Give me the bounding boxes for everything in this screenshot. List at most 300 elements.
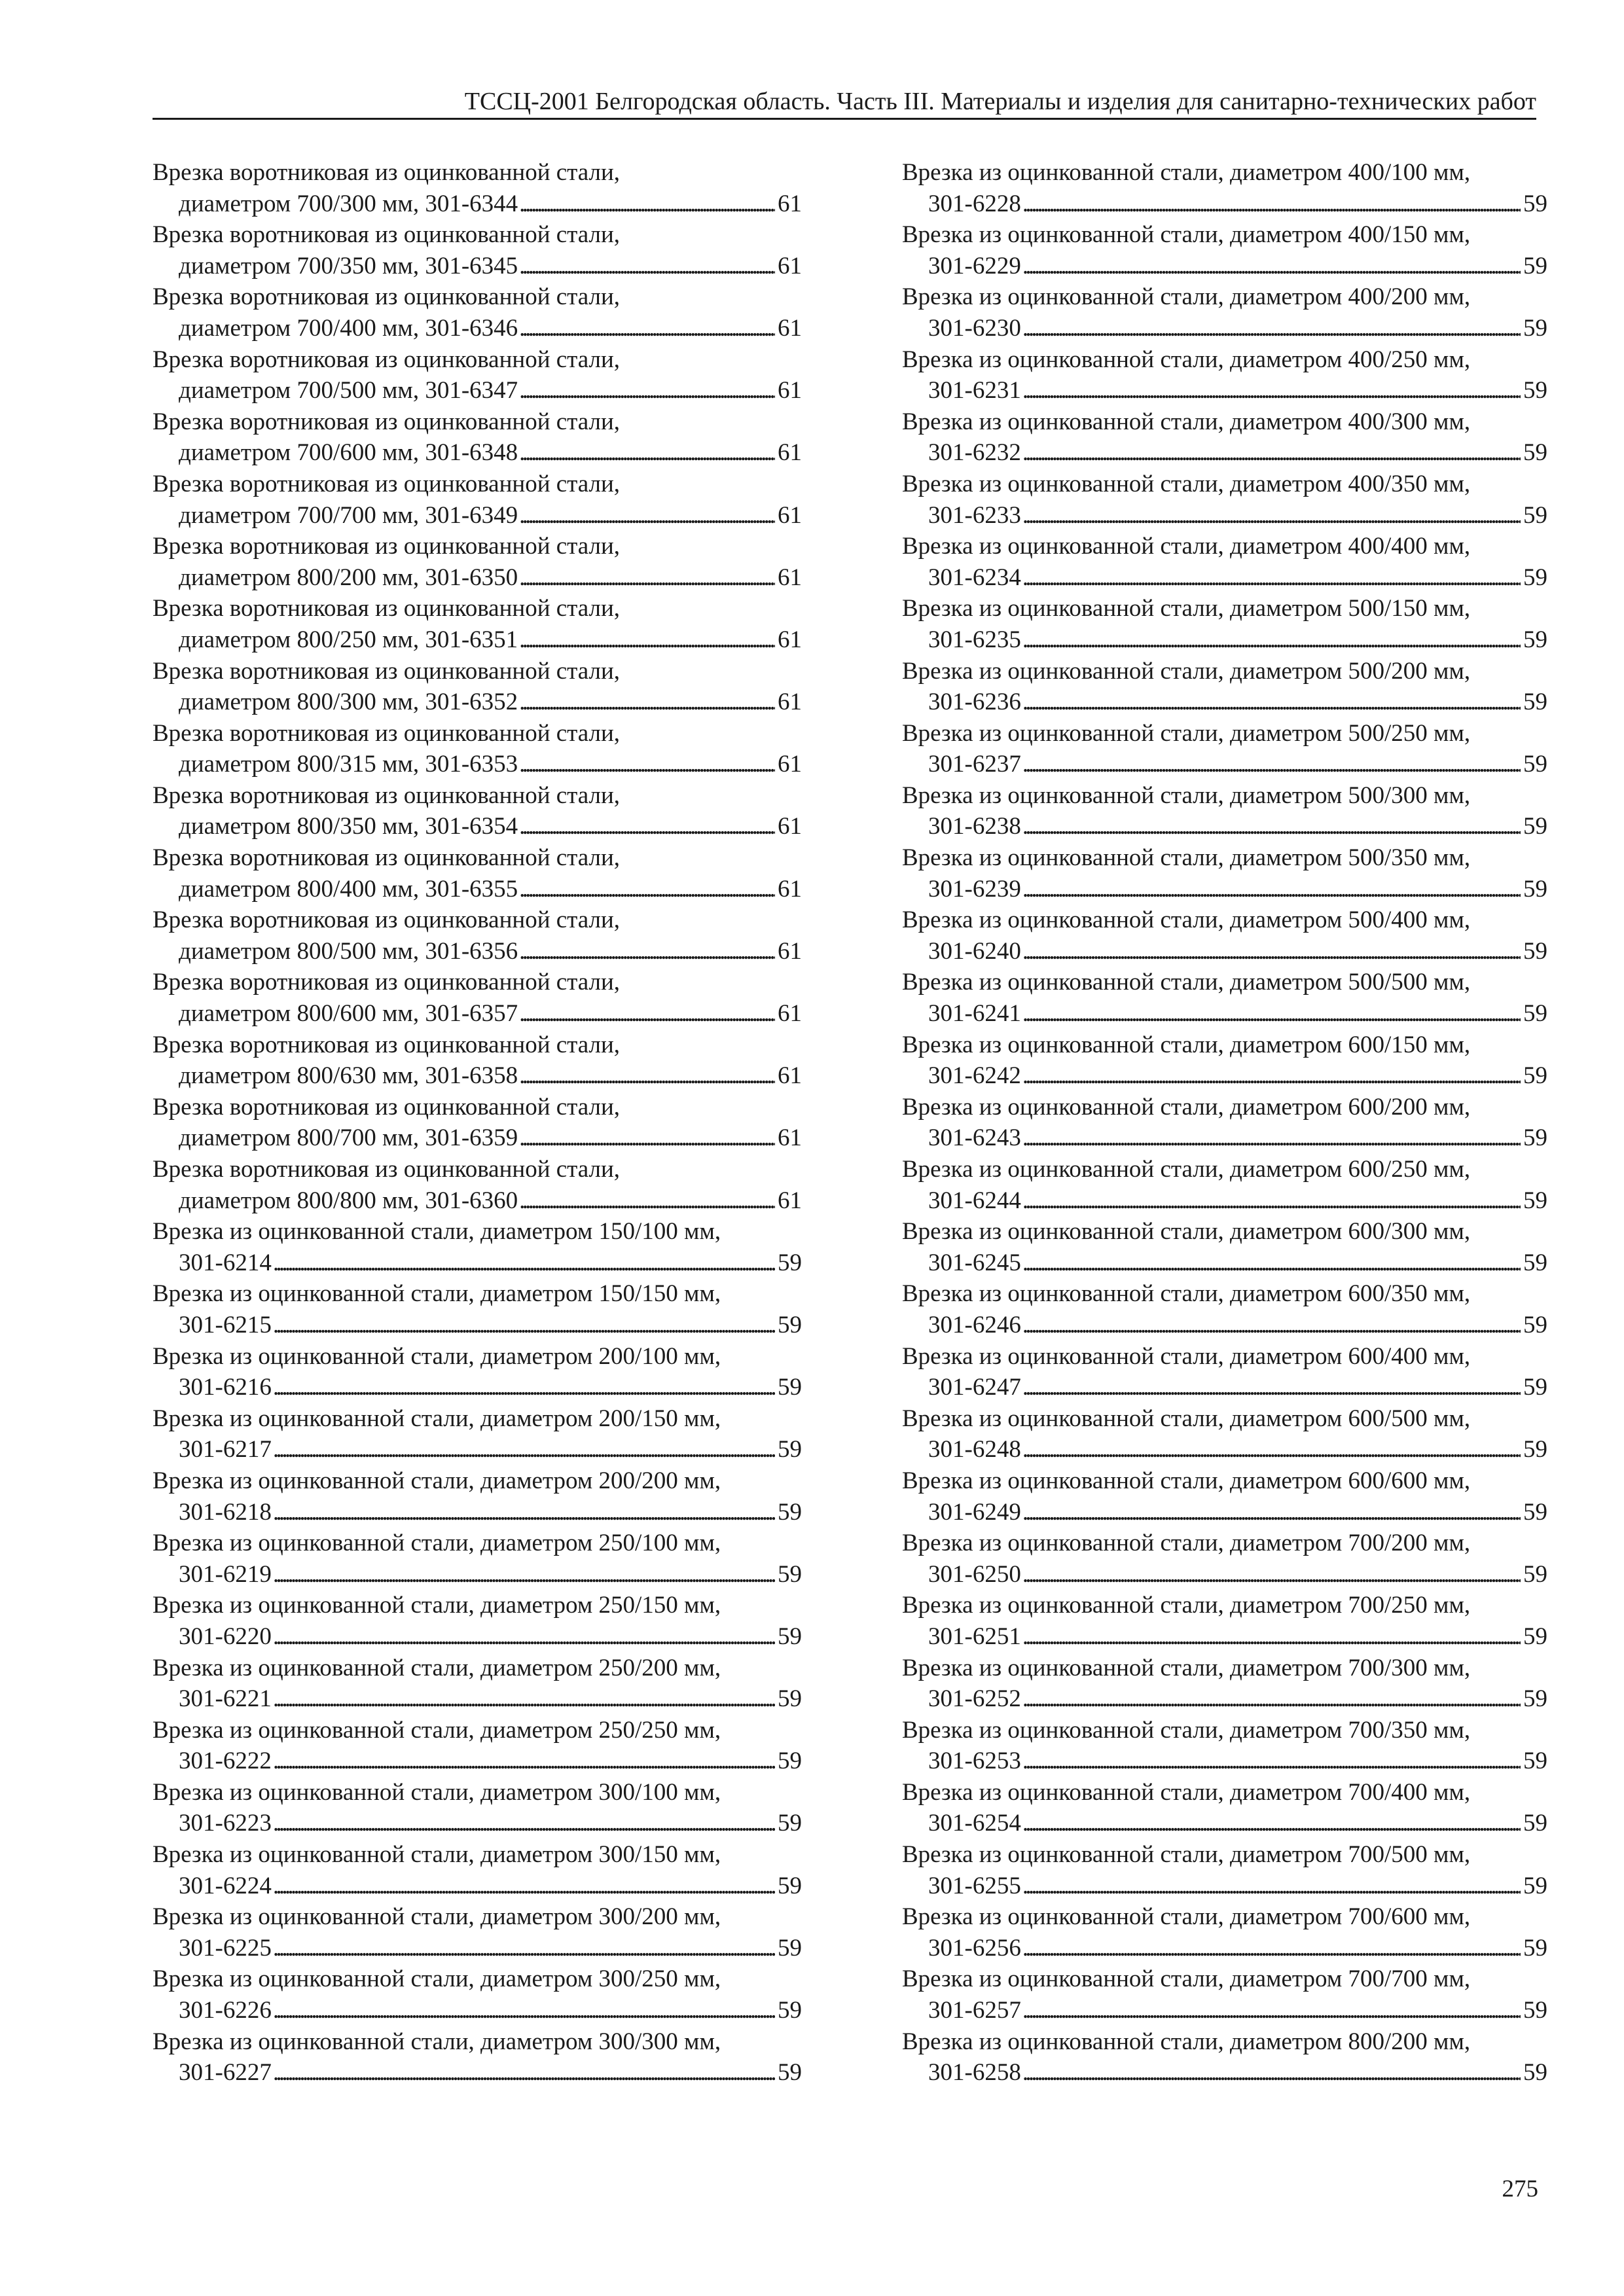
index-entry-title: Врезка воротниковая из оцинкованной стали, xyxy=(153,1031,621,1058)
index-entry-code: 301-6250 xyxy=(928,1560,1021,1588)
index-entry xyxy=(153,1341,802,1403)
index-entry-code: диаметром 800/600 мм, 301-6357 xyxy=(179,1000,518,1028)
dot-leader xyxy=(273,1683,775,1715)
index-entry-code: 301-6225 xyxy=(179,1934,272,1962)
index-entry-title: Врезка из оцинкованной стали, диаметром 700/300 мм, xyxy=(902,1654,1471,1681)
index-entry-page: 61 xyxy=(778,1124,802,1152)
index-entry-page: 59 xyxy=(1523,937,1547,965)
index-entry-page: 59 xyxy=(1523,564,1547,591)
index-entry-code: 301-6218 xyxy=(179,1498,272,1526)
index-entry xyxy=(902,1216,1547,1278)
index-entry-detail-line xyxy=(153,1621,802,1653)
index-entry-code: 301-6220 xyxy=(179,1623,272,1650)
dot-leader xyxy=(519,998,775,1030)
index-entry-code: 301-6255 xyxy=(928,1872,1021,1899)
index-entry xyxy=(902,1278,1547,1340)
index-entry-page: 61 xyxy=(778,751,802,778)
dot-leader xyxy=(1022,1497,1521,1528)
index-entry-title: Врезка воротниковая из оцинкованной стали, xyxy=(153,470,621,497)
index-entry xyxy=(153,219,802,281)
index-entry-title: Врезка из оцинкованной стали, диаметром 400/400 мм, xyxy=(902,533,1471,560)
index-entry-page: 61 xyxy=(778,689,802,716)
index-entry-page: 59 xyxy=(1523,813,1547,840)
dot-leader xyxy=(519,1122,775,1154)
index-entry-title: Врезка из оцинкованной стали, диаметром 150/150 мм, xyxy=(153,1280,721,1308)
index-entry xyxy=(902,281,1547,344)
dot-leader xyxy=(519,1060,775,1092)
dot-leader xyxy=(1022,188,1521,220)
index-entry-code: 301-6224 xyxy=(179,1872,272,1899)
index-entry-page: 59 xyxy=(1523,1934,1547,1962)
dot-leader xyxy=(1022,1559,1521,1590)
index-entry-detail-line xyxy=(153,1683,802,1715)
index-entry-page: 59 xyxy=(1523,1187,1547,1214)
dot-leader xyxy=(1022,251,1521,282)
dot-leader xyxy=(519,500,775,531)
index-entry-title: Врезка из оцинкованной стали, диаметром 700/350 мм, xyxy=(902,1716,1471,1744)
page-number: 275 xyxy=(1502,2176,1538,2202)
index-entry-title: Врезка из оцинкованной стали, диаметром 400/100 мм, xyxy=(902,159,1471,186)
index-entry-title: Врезка воротниковая из оцинкованной стали, xyxy=(153,346,621,373)
index-entry-page: 59 xyxy=(778,1748,802,1775)
index-entry-title: Врезка воротниковая из оцинкованной стали, xyxy=(153,969,621,996)
index-entry-title: Врезка из оцинкованной стали, диаметром 700/600 мм, xyxy=(902,1903,1471,1931)
index-entry-page: 61 xyxy=(778,626,802,653)
index-entry xyxy=(902,1777,1547,1839)
index-entry-page: 59 xyxy=(1523,1872,1547,1899)
index-entry-code: 301-6254 xyxy=(928,1810,1021,1837)
index-entry-page: 59 xyxy=(778,2059,802,2087)
dot-leader xyxy=(1022,437,1521,469)
index-entry-title: Врезка из оцинкованной стали, диаметром 400/250 мм, xyxy=(902,346,1471,373)
index-entry-page: 59 xyxy=(778,1560,802,1588)
index-entry-title: Врезка из оцинкованной стали, диаметром 500/300 мм, xyxy=(902,781,1471,809)
index-entry-page: 61 xyxy=(778,813,802,840)
index-entry-code: 301-6219 xyxy=(179,1560,272,1588)
index-entry xyxy=(902,344,1547,406)
index-entry-detail-line xyxy=(153,2057,802,2089)
dot-leader xyxy=(1022,313,1521,344)
index-entry xyxy=(153,967,802,1029)
index-entry-title: Врезка из оцинкованной стали, диаметром 500/150 мм, xyxy=(902,595,1471,622)
index-entry-detail-line xyxy=(902,998,1547,1030)
index-entry xyxy=(902,531,1547,593)
index-entry-code: диаметром 800/300 мм, 301-6352 xyxy=(179,689,518,716)
index-entry-code: 301-6244 xyxy=(928,1187,1021,1214)
index-entry-detail-line xyxy=(153,936,802,967)
index-entry-title: Врезка из оцинкованной стали, диаметром 500/400 мм, xyxy=(902,906,1471,934)
dot-leader xyxy=(519,188,775,220)
header-rule xyxy=(153,118,1536,120)
index-entry-detail-line xyxy=(153,749,802,780)
index-entry-title: Врезка из оцинкованной стали, диаметром 200/150 мм, xyxy=(153,1405,721,1432)
index-entry xyxy=(153,1216,802,1278)
index-entry-detail-line xyxy=(153,1933,802,1964)
index-entry-title: Врезка воротниковая из оцинкованной стали, xyxy=(153,595,621,622)
index-entry-detail-line xyxy=(153,562,802,594)
index-entry-page: 59 xyxy=(1523,1810,1547,1837)
index-entry-code: 301-6229 xyxy=(928,252,1021,279)
index-entry-code: 301-6230 xyxy=(928,314,1021,342)
index-entry xyxy=(153,656,802,718)
index-entry-title: Врезка из оцинкованной стали, диаметром 800/200 мм, xyxy=(902,2028,1471,2055)
index-entry-title: Врезка из оцинкованной стали, диаметром 700/250 мм, xyxy=(902,1592,1471,1619)
index-entry-title: Врезка воротниковая из оцинкованной стали, xyxy=(153,1156,621,1183)
index-entry xyxy=(902,1715,1547,1777)
index-entry-page: 59 xyxy=(778,1810,802,1837)
index-entry-code: 301-6232 xyxy=(928,439,1021,467)
index-entry-code: 301-6241 xyxy=(928,1000,1021,1028)
index-entry xyxy=(153,1715,802,1777)
dot-leader xyxy=(1022,562,1521,594)
index-entry-title: Врезка из оцинкованной стали, диаметром 400/200 мм, xyxy=(902,283,1471,311)
dot-leader xyxy=(1022,1746,1521,1777)
index-entry xyxy=(902,1528,1547,1590)
index-entry xyxy=(153,406,802,469)
index-entry-detail-line xyxy=(153,1995,802,2026)
index-entry-page: 59 xyxy=(1523,689,1547,716)
index-entry-page: 59 xyxy=(1523,1311,1547,1338)
dot-leader xyxy=(1022,1933,1521,1964)
index-entry-title: Врезка из оцинкованной стали, диаметром 600/150 мм, xyxy=(902,1031,1471,1058)
index-entry-code: 301-6216 xyxy=(179,1374,272,1401)
index-entry-title: Врезка воротниковая из оцинкованной стали, xyxy=(153,1093,621,1121)
index-entry-page: 59 xyxy=(778,1498,802,1526)
index-entry-code: диаметром 800/250 мм, 301-6351 xyxy=(179,626,518,653)
index-entry-code: 301-6240 xyxy=(928,937,1021,965)
index-entry-page: 59 xyxy=(778,1934,802,1962)
index-entry-title: Врезка из оцинкованной стали, диаметром 400/150 мм, xyxy=(902,221,1471,249)
index-entry xyxy=(153,1154,802,1216)
index-entry-detail-line xyxy=(902,1310,1547,1341)
index-entry-page: 59 xyxy=(1523,377,1547,404)
index-entry-code: диаметром 800/400 мм, 301-6355 xyxy=(179,875,518,903)
index-entry xyxy=(153,1590,802,1652)
index-entry-title: Врезка из оцинкованной стали, диаметром 250/200 мм, xyxy=(153,1654,721,1681)
index-entry xyxy=(902,1839,1547,1901)
index-entry-detail-line xyxy=(902,1060,1547,1092)
index-entry-code: 301-6227 xyxy=(179,2059,272,2087)
index-entry-page: 59 xyxy=(1523,2059,1547,2087)
index-entry-code: 301-6236 xyxy=(928,689,1021,716)
index-entry xyxy=(902,656,1547,718)
index-entry xyxy=(153,531,802,593)
index-entry xyxy=(902,593,1547,655)
index-entry-code: 301-6245 xyxy=(928,1249,1021,1276)
dot-leader xyxy=(1022,1434,1521,1465)
dot-leader xyxy=(273,1621,775,1653)
dot-leader xyxy=(1022,811,1521,842)
index-entry-title: Врезка из оцинкованной стали, диаметром 600/250 мм, xyxy=(902,1156,1471,1183)
index-entry xyxy=(153,842,802,905)
index-entry-title: Врезка из оцинкованной стали, диаметром 600/500 мм, xyxy=(902,1405,1471,1432)
index-entry-detail-line xyxy=(902,1185,1547,1217)
index-entry xyxy=(153,1403,802,1465)
dot-leader xyxy=(519,1185,775,1217)
index-entry-code: 301-6228 xyxy=(928,190,1021,217)
index-column-left xyxy=(153,157,802,2089)
index-entry-title: Врезка из оцинкованной стали, диаметром 600/600 мм, xyxy=(902,1467,1471,1494)
index-entry-page: 59 xyxy=(1523,751,1547,778)
index-entry-title: Врезка воротниковая из оцинкованной стали, xyxy=(153,781,621,809)
index-entry-code: 301-6247 xyxy=(928,1374,1021,1401)
index-entry-page: 59 xyxy=(1523,626,1547,653)
index-entry-code: диаметром 700/500 мм, 301-6347 xyxy=(179,377,518,404)
dot-leader xyxy=(1022,1372,1521,1403)
index-entry xyxy=(153,1839,802,1901)
index-entry xyxy=(153,780,802,842)
index-entry-page: 59 xyxy=(778,1436,802,1463)
index-entry-title: Врезка из оцинкованной стали, диаметром 250/100 мм, xyxy=(153,1530,721,1557)
index-entry-code: 301-6226 xyxy=(179,1997,272,2024)
index-entry-title: Врезка воротниковая из оцинкованной стали, xyxy=(153,221,621,249)
index-entry-title: Врезка из оцинкованной стали, диаметром 200/100 мм, xyxy=(153,1342,721,1370)
index-entry-title: Врезка из оцинкованной стали, диаметром 600/350 мм, xyxy=(902,1280,1471,1308)
index-entry-detail-line xyxy=(902,1746,1547,1777)
index-entry-code: диаметром 800/500 мм, 301-6356 xyxy=(179,937,518,965)
index-entry-page: 59 xyxy=(1523,314,1547,342)
dot-leader xyxy=(273,1746,775,1777)
index-entry xyxy=(153,1278,802,1340)
index-entry-detail-line xyxy=(153,1122,802,1154)
index-entry-detail-line xyxy=(902,1995,1547,2026)
index-entry-detail-line xyxy=(153,1808,802,1839)
index-entry-title: Врезка из оцинкованной стали, диаметром 700/400 мм, xyxy=(902,1778,1471,1806)
dot-leader xyxy=(1022,936,1521,967)
index-entry-detail-line xyxy=(902,936,1547,967)
index-entry-detail-line xyxy=(153,251,802,282)
index-entry xyxy=(902,1465,1547,1528)
index-entry-title: Врезка из оцинкованной стали, диаметром 300/150 мм, xyxy=(153,1841,721,1869)
dot-leader xyxy=(519,874,775,905)
index-entry-code: диаметром 800/630 мм, 301-6358 xyxy=(179,1062,518,1090)
index-entry-code: 301-6246 xyxy=(928,1311,1021,1338)
index-entry-page: 59 xyxy=(1523,875,1547,903)
dot-leader xyxy=(519,687,775,718)
index-entry xyxy=(153,344,802,406)
index-entry-detail-line xyxy=(153,1559,802,1590)
dot-leader xyxy=(1022,874,1521,905)
index-entry xyxy=(902,406,1547,469)
index-entry-code: диаметром 800/700 мм, 301-6359 xyxy=(179,1124,518,1152)
dot-leader xyxy=(273,1808,775,1839)
dot-leader xyxy=(519,251,775,282)
index-entry-detail-line xyxy=(902,375,1547,406)
index-entry-detail-line xyxy=(153,811,802,842)
index-entry-title: Врезка из оцинкованной стали, диаметром 300/100 мм, xyxy=(153,1778,721,1806)
index-entry-title: Врезка воротниковая из оцинкованной стали, xyxy=(153,657,621,685)
index-entry-title: Врезка из оцинкованной стали, диаметром 500/500 мм, xyxy=(902,969,1471,996)
index-entry-title: Врезка из оцинкованной стали, диаметром 200/200 мм, xyxy=(153,1467,721,1494)
dot-leader xyxy=(519,811,775,842)
dot-leader xyxy=(273,1310,775,1341)
index-entry-title: Врезка воротниковая из оцинкованной стали, xyxy=(153,159,621,186)
dot-leader xyxy=(1022,624,1521,656)
index-entry xyxy=(153,1964,802,2026)
index-entry-detail-line xyxy=(902,2057,1547,2089)
index-entry-detail-line xyxy=(902,1122,1547,1154)
index-entry-page: 59 xyxy=(778,1374,802,1401)
index-entry-page: 59 xyxy=(778,1311,802,1338)
dot-leader xyxy=(273,1871,775,1902)
index-entry xyxy=(902,1403,1547,1465)
index-entry-page: 61 xyxy=(778,501,802,529)
index-entry xyxy=(153,1653,802,1715)
index-entry-detail-line xyxy=(153,1871,802,1902)
index-entry-detail-line xyxy=(902,1933,1547,1964)
index-entry-code: 301-6217 xyxy=(179,1436,272,1463)
index-entry-page: 59 xyxy=(1523,439,1547,467)
dot-leader xyxy=(273,1933,775,1964)
index-entry-detail-line xyxy=(902,1434,1547,1465)
index-entry-page: 59 xyxy=(778,1872,802,1899)
index-entry-page: 59 xyxy=(1523,501,1547,529)
index-entry-detail-line xyxy=(902,874,1547,905)
index-entry-detail-line xyxy=(153,375,802,406)
dot-leader xyxy=(273,1372,775,1403)
index-entry-detail-line xyxy=(902,1559,1547,1590)
dot-leader xyxy=(273,1247,775,1279)
index-entry-code: 301-6258 xyxy=(928,2059,1021,2087)
index-entry-detail-line xyxy=(153,624,802,656)
index-entry xyxy=(902,1901,1547,1964)
dot-leader xyxy=(273,2057,775,2089)
index-entry xyxy=(153,593,802,655)
index-entry-code: диаметром 700/600 мм, 301-6348 xyxy=(179,439,518,467)
dot-leader xyxy=(1022,1621,1521,1653)
dot-leader xyxy=(1022,749,1521,780)
index-entry-detail-line xyxy=(902,500,1547,531)
index-entry-page: 59 xyxy=(1523,1623,1547,1650)
index-entry-title: Врезка из оцинкованной стали, диаметром 700/700 мм, xyxy=(902,1965,1471,1993)
dot-leader xyxy=(273,1559,775,1590)
index-entry-detail-line xyxy=(153,1746,802,1777)
index-entry xyxy=(902,1964,1547,2026)
index-entry-page: 61 xyxy=(778,190,802,217)
dot-leader xyxy=(519,375,775,406)
index-entry-code: 301-6214 xyxy=(179,1249,272,1276)
index-entry-code: 301-6257 xyxy=(928,1997,1021,2024)
dot-leader xyxy=(1022,1683,1521,1715)
index-entry-detail-line xyxy=(153,188,802,220)
index-entry xyxy=(902,1653,1547,1715)
index-entry xyxy=(153,157,802,219)
index-entry-title: Врезка из оцинкованной стали, диаметром 400/350 мм, xyxy=(902,470,1471,497)
dot-leader xyxy=(1022,1995,1521,2026)
index-entry-page: 59 xyxy=(1523,1000,1547,1028)
index-entry-page: 61 xyxy=(778,564,802,591)
index-entry-page: 61 xyxy=(778,439,802,467)
dot-leader xyxy=(1022,375,1521,406)
index-entry-title: Врезка из оцинкованной стали, диаметром 300/300 мм, xyxy=(153,2028,721,2055)
dot-leader xyxy=(519,624,775,656)
index-entry-detail-line xyxy=(153,998,802,1030)
index-entry-code: 301-6248 xyxy=(928,1436,1021,1463)
index-entry-code: диаметром 800/350 мм, 301-6354 xyxy=(179,813,518,840)
dot-leader xyxy=(273,1497,775,1528)
index-entry xyxy=(153,1777,802,1839)
index-entry-code: 301-6234 xyxy=(928,564,1021,591)
index-entry-detail-line xyxy=(153,1497,802,1528)
index-entry-page: 61 xyxy=(778,1187,802,1214)
index-column-right xyxy=(902,157,1547,2089)
index-entry-page: 61 xyxy=(778,1062,802,1090)
index-entry-detail-line xyxy=(153,687,802,718)
index-entry-code: 301-6253 xyxy=(928,1748,1021,1775)
index-entry xyxy=(902,842,1547,905)
index-entry-title: Врезка воротниковая из оцинкованной стали, xyxy=(153,719,621,747)
index-entry xyxy=(902,718,1547,780)
index-entry xyxy=(153,1465,802,1528)
index-entry-title: Врезка из оцинкованной стали, диаметром 600/300 мм, xyxy=(902,1218,1471,1246)
index-entry xyxy=(902,1590,1547,1652)
index-entry-page: 59 xyxy=(1523,1498,1547,1526)
index-entry-page: 59 xyxy=(1523,1374,1547,1401)
dot-leader xyxy=(519,749,775,780)
index-entry-title: Врезка из оцинкованной стали, диаметром 400/300 мм, xyxy=(902,408,1471,435)
index-entry-detail-line xyxy=(153,1185,802,1217)
index-entry xyxy=(153,1092,802,1154)
index-entry-code: диаметром 700/350 мм, 301-6345 xyxy=(179,252,518,279)
index-entry xyxy=(153,2026,802,2089)
index-entry-detail-line xyxy=(902,313,1547,344)
index-entry-code: 301-6249 xyxy=(928,1498,1021,1526)
index-entry-title: Врезка из оцинкованной стали, диаметром 250/250 мм, xyxy=(153,1716,721,1744)
index-entry-title: Врезка из оцинкованной стали, диаметром 700/200 мм, xyxy=(902,1530,1471,1557)
index-entry-detail-line xyxy=(902,749,1547,780)
index-entry-page: 61 xyxy=(778,937,802,965)
dot-leader xyxy=(1022,687,1521,718)
index-entry-code: 301-6238 xyxy=(928,813,1021,840)
index-entry-code: диаметром 800/800 мм, 301-6360 xyxy=(179,1187,518,1214)
index-entry-detail-line xyxy=(902,1247,1547,1279)
index-entry-detail-line xyxy=(153,313,802,344)
index-entry-detail-line xyxy=(902,811,1547,842)
index-entry-detail-line xyxy=(902,251,1547,282)
index-entry-code: 301-6243 xyxy=(928,1124,1021,1152)
index-entry-page: 61 xyxy=(778,377,802,404)
index-entry-detail-line xyxy=(902,687,1547,718)
index-entry-detail-line xyxy=(153,1372,802,1403)
index-entry-code: диаметром 800/200 мм, 301-6350 xyxy=(179,564,518,591)
index-entry-title: Врезка из оцинкованной стали, диаметром 300/200 мм, xyxy=(153,1903,721,1931)
dot-leader xyxy=(519,562,775,594)
dot-leader xyxy=(519,313,775,344)
running-header: ТССЦ-2001 Белгородская область. Часть III. Материалы и изделия для санитарно-технических работ xyxy=(464,88,1536,115)
index-entry xyxy=(902,469,1547,531)
index-entry-title: Врезка воротниковая из оцинкованной стали, xyxy=(153,844,621,872)
dot-leader xyxy=(1022,1122,1521,1154)
dot-leader xyxy=(1022,500,1521,531)
index-entry xyxy=(153,905,802,967)
index-entry-title: Врезка воротниковая из оцинкованной стали, xyxy=(153,533,621,560)
index-entry-detail-line xyxy=(153,437,802,469)
index-entry-code: диаметром 700/700 мм, 301-6349 xyxy=(179,501,518,529)
index-entry-code: 301-6252 xyxy=(928,1685,1021,1713)
index-entry-detail-line xyxy=(153,874,802,905)
index-entry-code: 301-6233 xyxy=(928,501,1021,529)
index-entry-page: 59 xyxy=(778,1249,802,1276)
dot-leader xyxy=(1022,2057,1521,2089)
index-entry-code: 301-6239 xyxy=(928,875,1021,903)
index-entry-detail-line xyxy=(153,1247,802,1279)
index-entry-detail-line xyxy=(902,437,1547,469)
index-entry-title: Врезка воротниковая из оцинкованной стали, xyxy=(153,906,621,934)
index-entry-code: 301-6256 xyxy=(928,1934,1021,1962)
index-entry-title: Врезка из оцинкованной стали, диаметром 500/250 мм, xyxy=(902,719,1471,747)
index-entry-detail-line xyxy=(902,1372,1547,1403)
index-entry-page: 59 xyxy=(1523,1997,1547,2024)
